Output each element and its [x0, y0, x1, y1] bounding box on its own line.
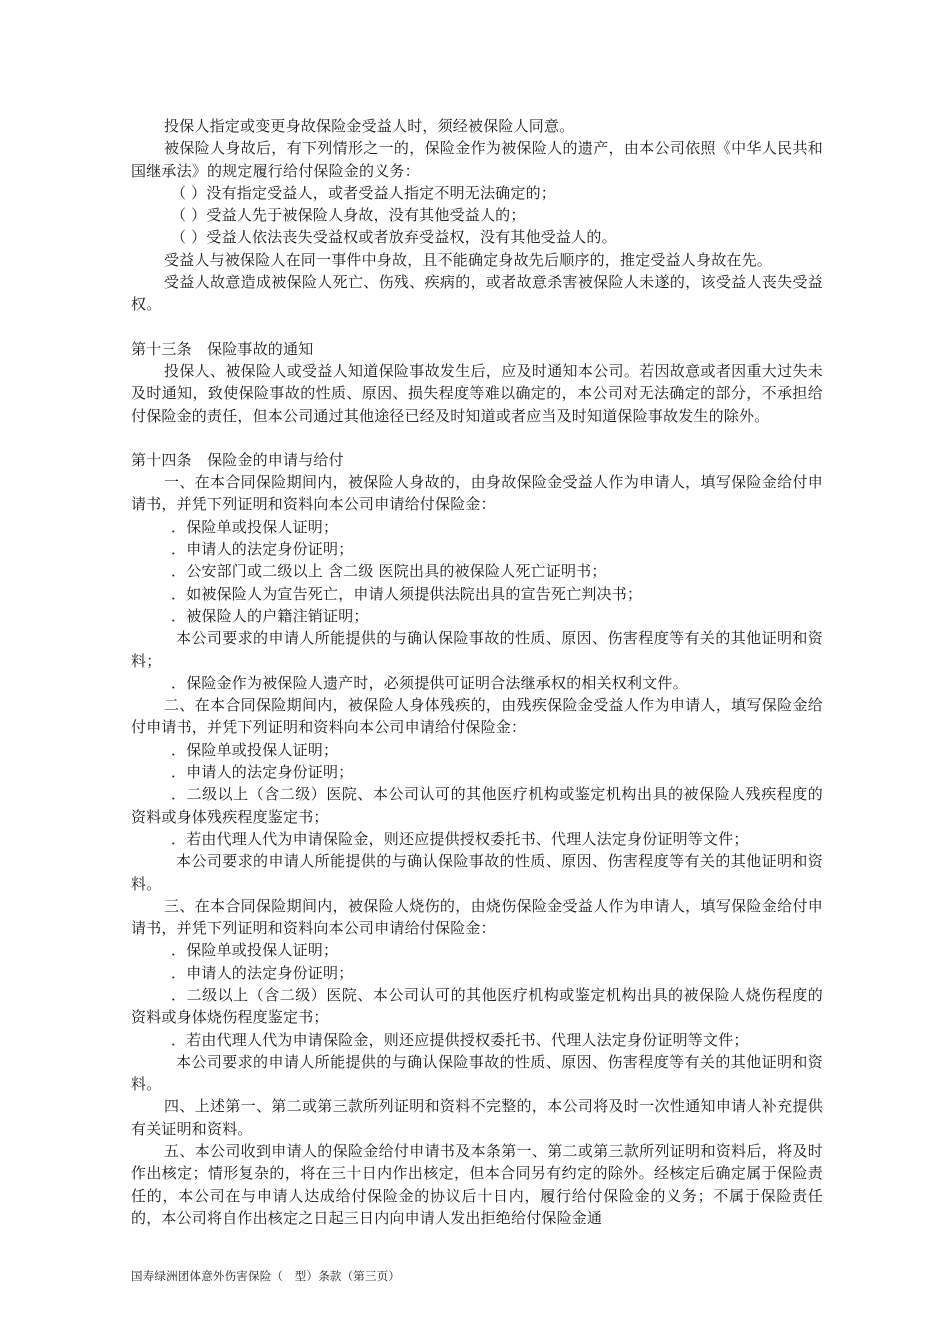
spacer — [131, 427, 823, 449]
paragraph: 被保险人身故后，有下列情形之一的，保险金作为被保险人的遗产，由本公司依照《中华人民共和国继承法》的规定履行给付保险金的义务： — [131, 139, 823, 180]
paragraph: 三、在本合同保险期间内，被保险人烧伤的，由烧伤保险金受益人作为申请人，填写保险金给付申请书，并凭下列证明和资料向本公司申请给付保险金： — [131, 896, 823, 938]
paragraph: 本公司要求的申请人所能提供的与确认保险事故的性质、原因、伤害程度等有关的其他证明和资料； — [131, 629, 823, 670]
paragraph: 投保人指定或变更身故保险金受益人时，须经被保险人同意。 — [164, 117, 575, 135]
list-item: （ ）没有指定受益人，或者受益人指定不明无法确定的； — [171, 183, 556, 202]
paragraph: 受益人与被保险人在同一事件中身故，且不能确定身故先后顺序的，推定受益人身故在先。 — [164, 250, 773, 269]
list-item: ．若由代理人代为申请保险金，则还应提供授权委托书、代理人法定身份证明等文件； — [171, 1030, 749, 1049]
list-item: ．如被保险人为宣告死亡，申请人须提供法院出具的宣告死亡判决书； — [171, 584, 643, 603]
list-item: ．保险金作为被保险人遗产时，必须提供可证明合法继承权的相关权利文件。 — [171, 673, 688, 692]
paragraph: 五、本公司收到申请人的保险金给付申请书及本条第一、第二或第三款所列证明和资料后，将及时作出核定；情形复杂的，将在三十日内作出核定，但本合同另有约定的除外。经核定后确定属于保险责任的，本公司在与申请人达成给付保险金的协议后十日内，履行给付保险金的义务；不属于保险责任的，本公司将自作出核定之日起三日内向申请人发出拒绝给付保险金通 — [131, 1142, 823, 1227]
list-item: ．保险单或投保人证明； — [171, 517, 339, 536]
paragraph: 本公司要求的申请人所能提供的与确认保险事故的性质、原因、伤害程度等有关的其他证明和资料。 — [131, 852, 823, 893]
page-body — [131, 115, 823, 1229]
list-item: ．申请人的法定身份证明； — [171, 540, 354, 559]
list-item: ．保险单或投保人证明； — [171, 941, 339, 960]
spacer — [131, 316, 823, 338]
list-item: ．二级以上（含二级）医院、本公司认可的其他医疗机构或鉴定机构出具的被保险人残疾程度的资料或身体残疾程度鉴定书； — [131, 785, 823, 826]
paragraph: 二、在本合同保险期间内，被保险人身体残疾的，由残疾保险金受益人作为申请人，填写保险金给付申请书，并凭下列证明和资料向本公司申请给付保险金： — [131, 696, 823, 737]
list-item: ．二级以上（含二级）医院、本公司认可的其他医疗机构或鉴定机构出具的被保险人烧伤程度的资料或身体烧伤程度鉴定书； — [131, 985, 823, 1027]
list-item: ．申请人的法定身份证明； — [171, 763, 354, 782]
page-footer: 国寿绿洲团体意外伤害保险（ 型）条款（第三页） — [131, 1269, 401, 1283]
paragraph: 受益人故意造成被保险人死亡、伤残、疾病的，或者故意杀害被保险人未遂的，该受益人丧失受益权。 — [131, 273, 823, 314]
list-item: ．被保险人的户籍注销证明； — [171, 606, 369, 625]
paragraph: 投保人、被保险人或受益人知道保险事故发生后，应及时通知本公司。若因故意或者因重大过失未及时通知，致使保险事故的性质、原因、损失程度等难以确定的，本公司对无法确定的部分，不承担给付保险金的责任，但本公司通过其他途径已经及时知道或者应当及时知道保险事故发生的除外。 — [131, 361, 823, 425]
list-item: （ ）受益人依法丧失受益权或者放弃受益权，没有其他受益人的。 — [171, 228, 617, 247]
list-item: ．公安部门或二级以上 含二级 医院出具的被保险人死亡证明书； — [171, 562, 607, 581]
paragraph: 四、上述第一、第二或第三款所列证明和资料不完整的，本公司将及时一次性通知申请人补充提供有关证明和资料。 — [131, 1097, 823, 1138]
list-item: ．保险单或投保人证明； — [171, 740, 339, 759]
section-title-14: 第十四条 保险金的申请与给付 — [131, 450, 344, 469]
paragraph: 本公司要求的申请人所能提供的与确认保险事故的性质、原因、伤害程度等有关的其他证明和资料。 — [131, 1052, 823, 1094]
list-item: （ ）受益人先于被保险人身故，没有其他受益人的； — [171, 206, 526, 225]
list-item: ．若由代理人代为申请保险金，则还应提供授权委托书、代理人法定身份证明等文件； — [171, 829, 749, 848]
paragraph: 一、在本合同保险期间内，被保险人身故的，由身故保险金受益人作为申请人，填写保险金给付申请书，并凭下列证明和资料向本公司申请给付保险金： — [131, 473, 823, 514]
section-title-13: 第十三条 保险事故的通知 — [131, 339, 314, 358]
list-item: ．申请人的法定身份证明； — [171, 963, 354, 982]
